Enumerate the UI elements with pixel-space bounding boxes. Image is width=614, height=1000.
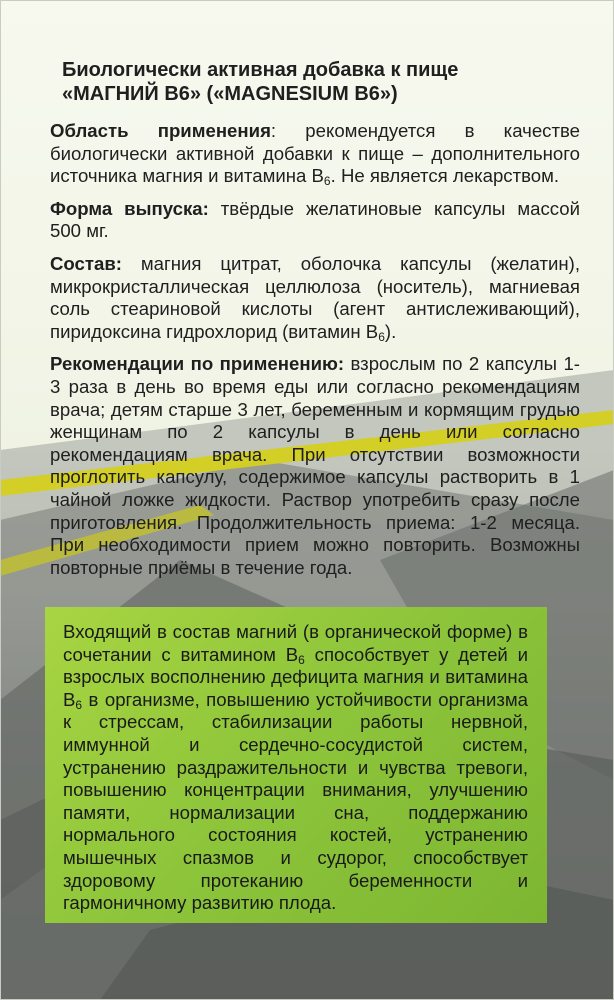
application-subscript: 6 xyxy=(323,174,331,189)
application-paragraph xyxy=(50,120,580,188)
main-text xyxy=(50,58,580,589)
product-title xyxy=(62,58,580,106)
title-line-1: Биологически активная добавка к пище xyxy=(62,59,459,81)
composition-label: Состав: xyxy=(50,252,122,274)
benefits-text xyxy=(63,621,528,915)
application-label: Область применения xyxy=(50,120,271,141)
application-text-b: . Не является лекарством. xyxy=(330,165,560,187)
application-text-a: : рекомендуется в качестве биологически активной добавки к пище – дополнительного источника магния и витамина В xyxy=(50,120,580,187)
form-text: твёрдые желатиновые капсулы массой 500 мг. xyxy=(50,197,580,242)
recommendations-text: взрослым по 2 капсулы 1-3 раза в день во время еды или согласно рекомендациям врача; детям старше 3 лет, беременным и кормящим грудью женщинам по 2 капсулы в день или согласно рекомендациям врача. При отсутствии возможности проглотить капсулу, содержимое капсулы растворить в 1 чайной ложке жидкости. Раствор употребить сразу после приготовления. Продолжительность приема: 1-2 месяца. При необходимости прием можно повторить. Возможны повторные приёмы в течение года. xyxy=(50,353,580,578)
benefits-subscript-1: 6 xyxy=(298,652,305,667)
recommendations-paragraph xyxy=(50,353,580,579)
form-label: Форма выпуска: xyxy=(50,197,209,219)
composition-text-a: магния цитрат, оболочка капсулы (желатин), микрокристаллическая целлюлоза (носитель), магниевая соль стеариновой кислоты (агент антислеживающий), пиридоксина гидрохлорид (витамин В xyxy=(50,252,580,342)
benefits-text-a: Входящий в состав магний (в органической форме) в сочетании с витамином В xyxy=(63,621,528,665)
composition-subscript: 6 xyxy=(378,329,385,344)
recommendations-label: Рекомендации по применению: xyxy=(50,353,345,375)
composition-paragraph xyxy=(50,253,580,343)
benefits-text-b: способствует у детей и взрослых восполнению дефицита магния и витамина В xyxy=(63,643,528,710)
composition-text-b: ). xyxy=(384,320,397,342)
benefits-text-c: в организме, повышению устойчивости организма к стрессам, стабилизации работы нервной, иммунной и сердечно-сосудистой систем, устранению раздражительности и чувства тревоги, повышению концентрации внимания, улучшению памяти, нормализации сна, поддержанию нормального состояния костей, устранению мышечных спазмов и судорог, способствует здоровому протеканию беременности и гармоничному развитию плода. xyxy=(63,688,528,914)
benefits-subscript-2: 6 xyxy=(75,697,83,712)
title-line-2: «МАГНИЙ В6» («MAGNESIUM B6») xyxy=(62,83,398,105)
form-paragraph xyxy=(50,198,580,243)
